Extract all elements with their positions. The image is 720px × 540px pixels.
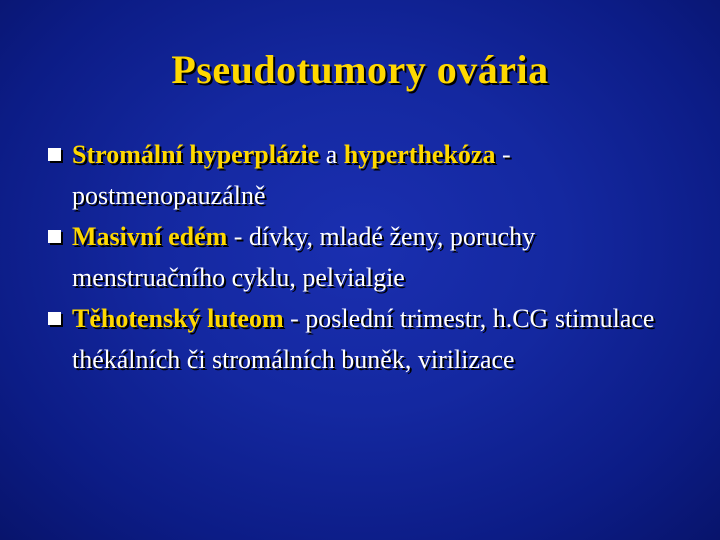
bullet-item-pregnancy-luteoma	[48, 298, 688, 380]
bullet-joiner: a	[319, 140, 344, 169]
bullet-item-stromal-hyperplasia	[48, 134, 688, 216]
square-bullet-icon	[48, 148, 61, 161]
bullet-list	[48, 134, 688, 380]
bullet-text: - dívky, mladé ženy, poruchy menstruačního cyklu, pelvialgie	[72, 222, 536, 292]
square-bullet-icon	[48, 312, 61, 325]
slide-title: Pseudotumory ovária	[171, 47, 549, 92]
bullet-term: Stromální hyperplázie	[72, 140, 320, 169]
bullet-term: hyperthekóza	[343, 140, 496, 169]
bullet-text: - poslední trimestr, h.CG stimulace thékálních či stromálních buněk, virilizace	[72, 304, 655, 374]
bullet-item-massive-edema	[48, 216, 688, 298]
bullet-text: - postmenopauzálně	[72, 140, 511, 210]
square-bullet-icon	[48, 230, 61, 243]
bullet-term: Těhotenský luteom	[72, 304, 284, 333]
bullet-term: Masivní edém	[72, 222, 228, 251]
